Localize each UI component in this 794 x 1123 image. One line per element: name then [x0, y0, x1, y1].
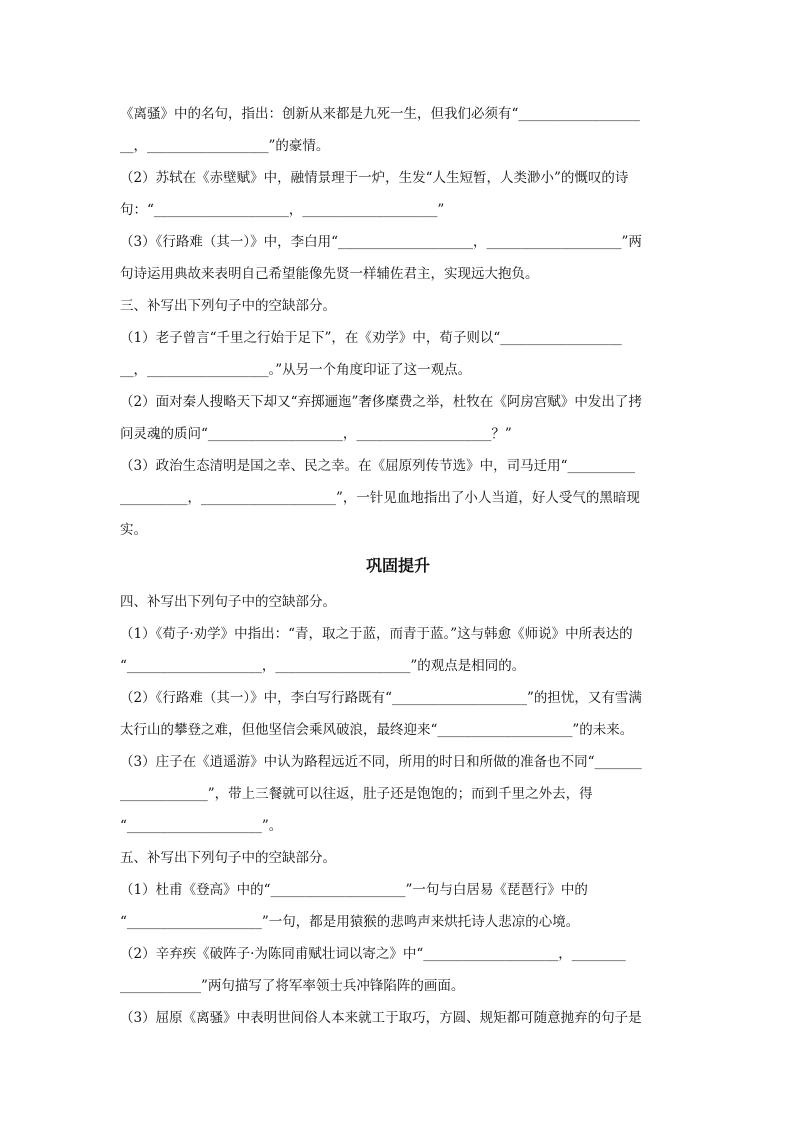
text-line: （3）《行路难（其一）》中，李白用“____________________，____________________”两	[120, 234, 642, 250]
text-line: _____________”，带上三餐就可以往返，肚子还是饱饱的；而到千里之外去，得	[120, 786, 593, 802]
text-line: （3）屈原《离骚》中表明世间俗人本来就工于取巧，方圆、规矩都可随意抛弃的句子是	[120, 1010, 642, 1026]
text-line: 三、补写出下列句子中的空缺部分。	[120, 298, 336, 314]
text-line: 五、补写出下列句子中的空缺部分。	[120, 850, 336, 866]
text-line: （2）苏轼在《赤壁赋》中，融情景理于一炉，生发“人生短暂，人类渺小”的慨叹的诗	[120, 170, 629, 186]
question-paragraph	[120, 682, 676, 746]
text-line: （1）《荀子·劝学》中指出：“青，取之于蓝，而青于蓝。”这与韩愈《师说》中所表达的	[120, 626, 633, 642]
exercise-block-1	[120, 98, 676, 546]
text-line: （1）杜甫《登高》中的“____________________”一句与白居易《琵琶行》中的	[120, 882, 588, 898]
question-paragraph	[120, 938, 676, 1002]
text-line: （2）辛弃疾《破阵子·为陈同甫赋壮词以寄之》中“____________________，________	[120, 946, 626, 962]
text-line: （1）老子曾言“千里之行始于足下”，在《劝学》中，荀子则以“__________________	[120, 330, 622, 346]
text-line: 《离骚》中的名句，指出：创新从来都是九死一生，但我们必须有“__________________	[120, 106, 640, 122]
exercise-block-2	[120, 586, 676, 1034]
text-line: “____________________”一句，都是用猿猴的悲鸣声来烘托诗人悲凉的心境。	[120, 914, 580, 930]
text-line: __，__________________。”从另一个角度印证了这一观点。	[120, 362, 472, 378]
text-line: “____________________”。	[120, 818, 283, 834]
text-line: 句：“____________________，____________________”	[120, 202, 445, 218]
text-line: 实。	[120, 522, 147, 538]
question-paragraph	[120, 322, 676, 386]
section-title: 巩固提升	[365, 556, 430, 575]
text-line: （2）面对秦人搜略天下却又“弃掷逦迤”奢侈糜费之举，杜牧在《阿房宫赋》中发出了拷	[120, 394, 642, 410]
text-line: 句诗运用典故来表明自己希望能像先贤一样辅佐君主，实现远大抱负。	[120, 266, 539, 282]
document-page	[120, 98, 676, 1034]
text-line: 问灵魂的质问“____________________，____________________？”	[120, 426, 512, 442]
question-paragraph	[120, 1002, 676, 1034]
question-paragraph	[120, 98, 676, 162]
question-paragraph	[120, 874, 676, 938]
text-line: （3）庄子在《逍遥游》中认为路程远近不同，所用的时日和所做的准备也不同“_______	[120, 754, 642, 770]
question-paragraph	[120, 450, 676, 546]
question-paragraph	[120, 842, 676, 874]
text-line: 太行山的攀登之难，但他坚信会乘风破浪，最终迎来“____________________”的未来。	[120, 722, 634, 738]
text-line: ____________”两句描写了将军率领士兵冲锋陷阵的画面。	[120, 978, 465, 994]
text-line: 四、补写出下列句子中的空缺部分。	[120, 594, 336, 610]
text-line: （3）政治生态清明是国之幸、民之幸。在《屈原列传节选》中，司马迁用“__________	[120, 458, 635, 474]
text-line: “____________________，____________________”的观点是相同的。	[120, 658, 526, 674]
question-paragraph	[120, 386, 676, 450]
question-paragraph	[120, 290, 676, 322]
question-paragraph	[120, 226, 676, 290]
text-line: __________，____________________”，一针见血地指出了小人当道，好人受气的黑暗现	[120, 490, 640, 506]
question-paragraph	[120, 586, 676, 618]
text-line: __，__________________”的豪情。	[120, 138, 330, 154]
question-paragraph	[120, 618, 676, 682]
text-line: （2）《行路难（其一）》中，李白写行路既有“____________________”的担忧，又有雪满	[120, 690, 642, 706]
question-paragraph	[120, 162, 676, 226]
question-paragraph	[120, 746, 676, 842]
